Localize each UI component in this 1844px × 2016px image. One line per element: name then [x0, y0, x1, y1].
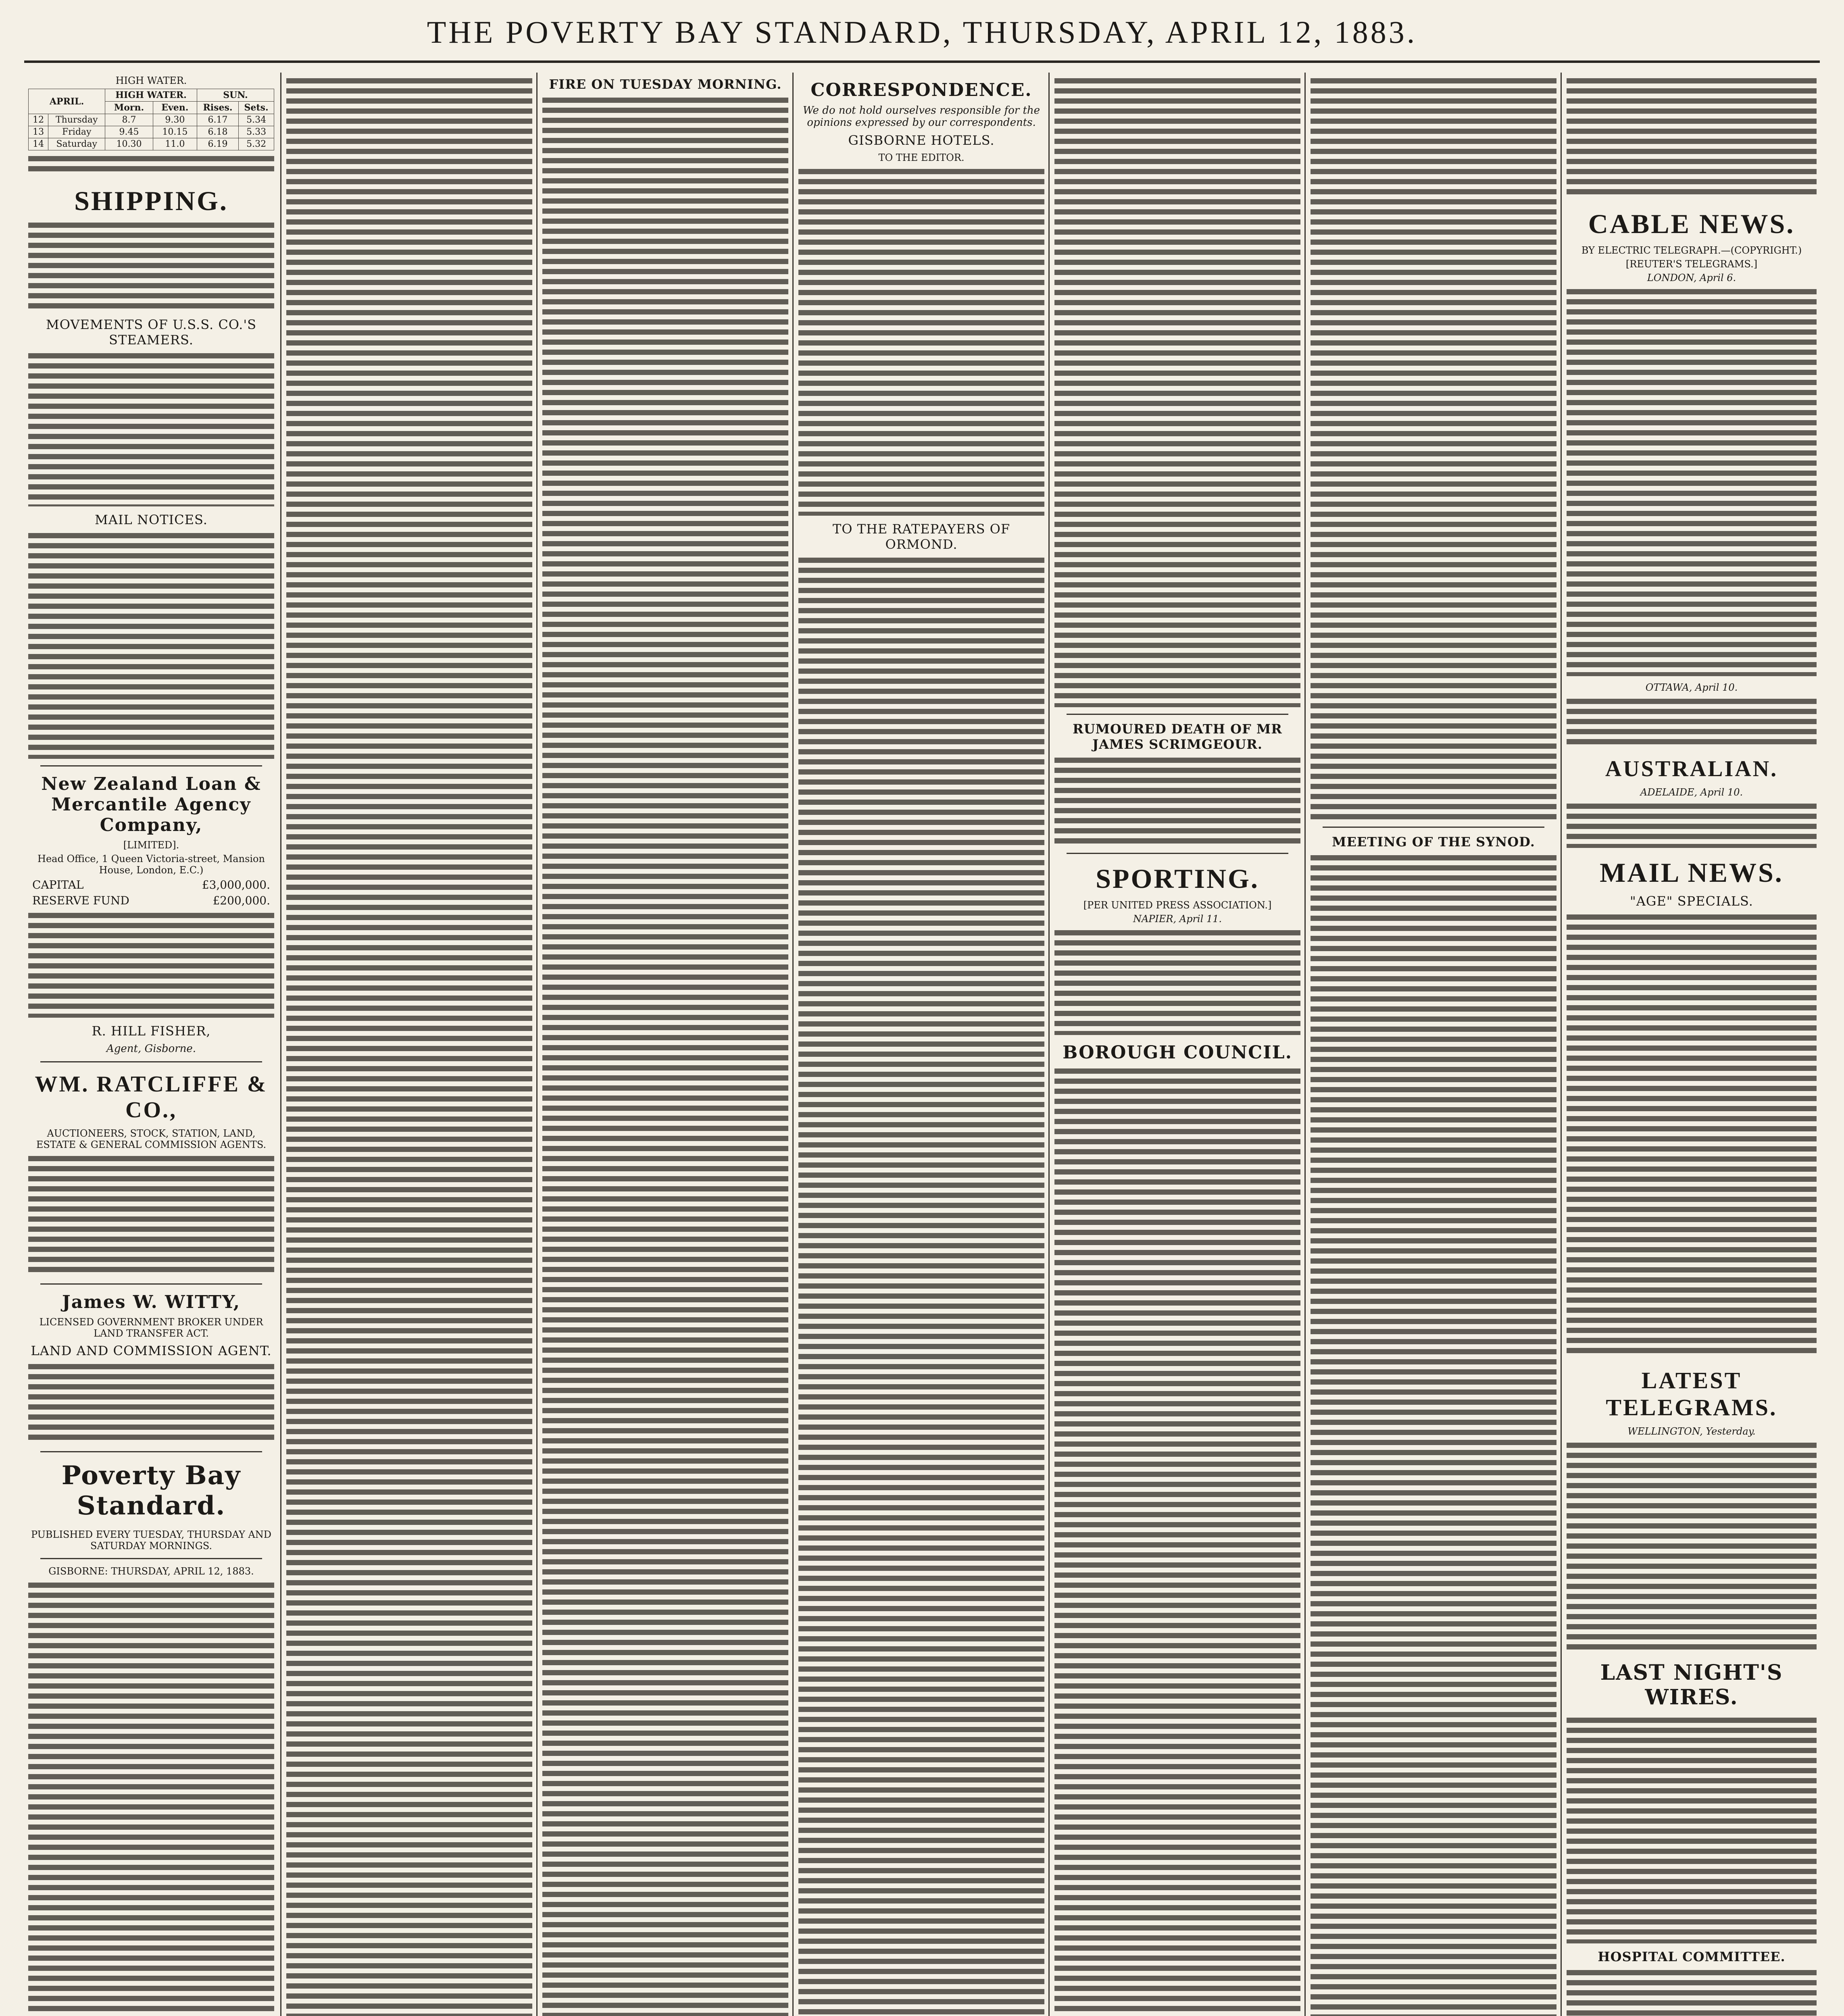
column-5 — [1054, 73, 1300, 2016]
text-block — [798, 169, 1044, 516]
tide-row: 13 Friday 9.45 10.15 6.18 5.33 — [29, 126, 274, 138]
column-rule — [536, 73, 538, 2016]
shipping-heading: SHIPPING. — [74, 185, 228, 216]
text-block — [286, 78, 532, 2016]
agent-role: Agent, Gisborne. — [106, 1043, 196, 1055]
text-block — [542, 98, 788, 2016]
tide-col-month: APRIL. — [29, 89, 105, 114]
column-3 — [542, 73, 788, 2016]
sporting-heading: SPORTING. — [1096, 863, 1259, 894]
text-block — [1567, 1970, 1817, 2016]
text-block — [1311, 78, 1556, 820]
divider — [1323, 827, 1544, 828]
paper-title: Poverty Bay Standard. — [61, 1460, 241, 1521]
tide-row: 12 Thursday 8.7 9.30 6.17 5.34 — [29, 114, 274, 126]
tide-row: 14 Saturday 10.30 11.0 6.19 5.32 — [29, 138, 274, 150]
wellington-dateline: WELLINGTON, Yesterday. — [1627, 1426, 1756, 1437]
masthead: THE POVERTY BAY STANDARD, THURSDAY, APRIL 12, 1883. — [427, 15, 1417, 50]
text-block — [1567, 289, 1817, 676]
text-block — [28, 223, 274, 311]
text-block — [1567, 804, 1817, 848]
divider — [40, 1558, 262, 1559]
ratcliffe-title: WM. RATCLIFFE & CO., — [35, 1072, 268, 1123]
correspondence-note: We do not hold ourselves responsible for the opinions expressed by our correspondents. — [802, 104, 1040, 129]
divider — [40, 1283, 262, 1285]
capital-line: CAPITAL £3,000,000. — [32, 878, 270, 891]
rumoured-heading: RUMOURED DEATH OF MR JAMES SCRIMGEOUR. — [1073, 721, 1282, 752]
published-line: PUBLISHED EVERY TUESDAY, THURSDAY AND SATURDAY MORNINGS. — [31, 1529, 272, 1552]
loan-company-title: New Zealand Loan & Mercantile Agency Company, — [41, 774, 261, 835]
text-block — [28, 1364, 274, 1445]
column-4 — [798, 73, 1044, 2016]
column-6 — [1311, 73, 1556, 2016]
text-block — [1054, 758, 1300, 846]
reserve-line: RESERVE FUND £200,000. — [32, 894, 270, 907]
latest-telegrams-heading: LATEST TELEGRAMS. — [1606, 1367, 1777, 1420]
mail-news-heading: MAIL NEWS. — [1600, 857, 1784, 888]
column-7 — [1567, 73, 1817, 2016]
text-block — [1054, 930, 1300, 1035]
fire-heading: FIRE ON TUESDAY MORNING. — [549, 77, 782, 92]
column-2 — [286, 73, 532, 2016]
napier-dateline: NAPIER, April 11. — [1133, 913, 1222, 925]
loan-limited: [LIMITED]. — [123, 839, 179, 851]
ratepayers-heading: TO THE RATEPAYERS OF ORMOND. — [832, 521, 1011, 552]
tide-sub: Sets. — [239, 102, 274, 114]
text-block — [1054, 78, 1300, 707]
synod-heading: MEETING OF THE SYNOD. — [1332, 834, 1535, 850]
text-block — [798, 558, 1044, 2016]
age-specials: "AGE" SPECIALS. — [1630, 893, 1753, 909]
tide-col-sun: SUN. — [197, 89, 274, 102]
borough-heading: BOROUGH COUNCIL. — [1063, 1042, 1292, 1063]
london-dateline: LONDON, April 6. — [1647, 272, 1736, 283]
australian-heading: AUSTRALIAN. — [1605, 756, 1778, 781]
text-block — [28, 533, 274, 759]
text-block — [1567, 914, 1817, 1358]
text-block — [28, 913, 274, 1018]
correspondence-heading: CORRESPONDENCE. — [811, 80, 1032, 100]
witty-sub: LICENSED GOVERNMENT BROKER UNDER LAND TRANSFER ACT. — [39, 1316, 263, 1339]
text-block — [1054, 1068, 1300, 2016]
text-block — [1311, 855, 1556, 2016]
sporting-press: [PER UNITED PRESS ASSOCIATION.] — [1083, 900, 1272, 911]
column-1 — [28, 73, 274, 2016]
tide-sub: Even. — [153, 102, 197, 114]
cable-news-heading: CABLE NEWS. — [1588, 208, 1795, 239]
tide-sub: Morn. — [105, 102, 153, 114]
divider — [40, 765, 262, 766]
divider — [40, 1451, 262, 1452]
column-rule — [1048, 73, 1050, 2016]
to-editor: TO THE EDITOR. — [878, 152, 965, 163]
tide-sub: Rises. — [197, 102, 238, 114]
column-rule — [1304, 73, 1306, 2016]
adelaide-dateline: ADELAIDE, April 10. — [1640, 787, 1743, 798]
divider — [1067, 714, 1288, 715]
ratcliffe-sub: AUCTIONEERS, STOCK, STATION, LAND, ESTATE & GENERAL COMMISSION AGENTS. — [36, 1128, 267, 1150]
text-block — [1567, 1443, 1817, 1652]
text-block — [28, 353, 274, 506]
text-block — [1567, 78, 1817, 199]
text-block — [1567, 1718, 1817, 1943]
tide-table — [28, 89, 274, 150]
column-rule — [280, 73, 281, 2016]
last-night-wires-heading: LAST NIGHT'S WIRES. — [1600, 1660, 1783, 1710]
movements-heading: MOVEMENTS OF U.S.S. CO.'S STEAMERS. — [46, 317, 257, 348]
divider — [1067, 853, 1288, 854]
dateline: GISBORNE: THURSDAY, APRIL 12, 1883. — [48, 1566, 254, 1577]
tide-heading: HIGH WATER. — [115, 75, 187, 86]
agent-name: R. HILL FISHER, — [92, 1023, 211, 1039]
masthead-rule — [24, 60, 1820, 63]
mail-notices-heading: MAIL NOTICES. — [95, 512, 208, 527]
loan-office: Head Office, 1 Queen Victoria-street, Mansion House, London, E.C.) — [38, 853, 265, 876]
text-block — [28, 156, 274, 176]
text-block — [28, 1156, 274, 1277]
ottawa-dateline: OTTAWA, April 10. — [1645, 682, 1738, 693]
witty-sub2: LAND AND COMMISSION AGENT. — [31, 1343, 272, 1358]
column-rule — [1561, 73, 1562, 2016]
hospital-heading: HOSPITAL COMMITTEE. — [1598, 1949, 1786, 1964]
hotels-heading: GISBORNE HOTELS. — [848, 133, 995, 148]
cable-sub: BY ELECTRIC TELEGRAPH.—(COPYRIGHT.) — [1581, 245, 1802, 256]
reuter-line: [REUTER'S TELEGRAMS.] — [1625, 258, 1758, 270]
divider — [40, 1061, 262, 1062]
text-block — [28, 1583, 274, 2016]
text-block — [1567, 699, 1817, 747]
witty-title: James W. WITTY, — [62, 1292, 241, 1312]
tide-col-high: HIGH WATER. — [105, 89, 197, 102]
column-rule — [792, 73, 794, 2016]
